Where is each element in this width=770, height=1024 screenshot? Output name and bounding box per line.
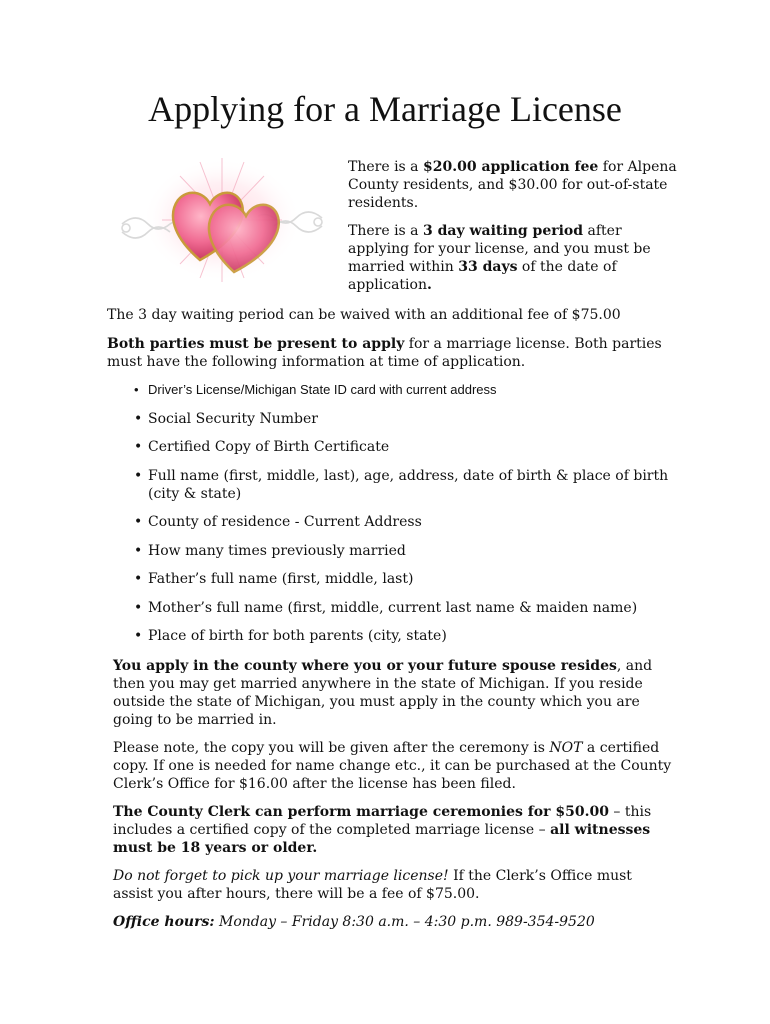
- list-item: • Mother’s full name (first, middle, current last name & maiden name): [130, 599, 670, 617]
- hearts-graphic: [112, 148, 332, 288]
- waiver-paragraph: The 3 day waiting period can be waived with an additional fee of $75.00: [107, 307, 621, 323]
- list-item: • Social Security Number: [130, 410, 670, 428]
- waiting-period-paragraph: There is a 3 day waiting period after applying for your license, and you must be married within 33 days of the date of application.: [348, 223, 651, 293]
- copy-note-paragraph: Please note, the copy you will be given after the ceremony is NOT a certified copy. If one is needed for name change etc., it can be purchased at the County Clerk’s Office for $16.00 after the license has been filed.: [113, 740, 672, 792]
- list-item: • How many times previously married: [130, 542, 670, 560]
- list-item: • Full name (first, middle, last), age, address, date of birth & place of birth (city & state): [130, 467, 670, 503]
- requirements-list: [130, 381, 670, 656]
- list-item: • Certified Copy of Birth Certificate: [130, 438, 670, 456]
- presence-paragraph: Both parties must be present to apply for a marriage license. Both parties must have the following information at time of application.: [107, 336, 662, 370]
- details-section: [113, 657, 673, 941]
- list-item: • Father’s full name (first, middle, last): [130, 570, 670, 588]
- list-item: • Place of birth for both parents (city, state): [130, 627, 670, 645]
- list-item: • County of residence - Current Address: [130, 513, 670, 531]
- list-item: • Driver’s License/Michigan State ID card with current address: [130, 381, 670, 399]
- pickup-paragraph: Do not forget to pick up your marriage license! If the Clerk’s Office must assist you after hours, there will be a fee of $75.00.: [113, 868, 632, 902]
- application-fee-paragraph: There is a $20.00 application fee for Alpena County residents, and $30.00 for out-of-state residents.: [348, 159, 677, 211]
- intro-section: [348, 158, 678, 304]
- ceremony-paragraph: The County Clerk can perform marriage ceremonies for $50.00 – this includes a certified copy of the completed marriage license – all witnesses must be 18 years or older.: [113, 804, 652, 856]
- county-paragraph: You apply in the county where you or your future spouse resides, and then you may get married anywhere in the state of Michigan. If you reside outside the state of Michigan, you must apply in the county which you are going to be married in.: [113, 658, 653, 728]
- office-hours: Office hours: Monday – Friday 8:30 a.m. – 4:30 p.m. 989-354-9520: [113, 914, 595, 930]
- page-title: Applying for a Marriage License: [148, 89, 622, 129]
